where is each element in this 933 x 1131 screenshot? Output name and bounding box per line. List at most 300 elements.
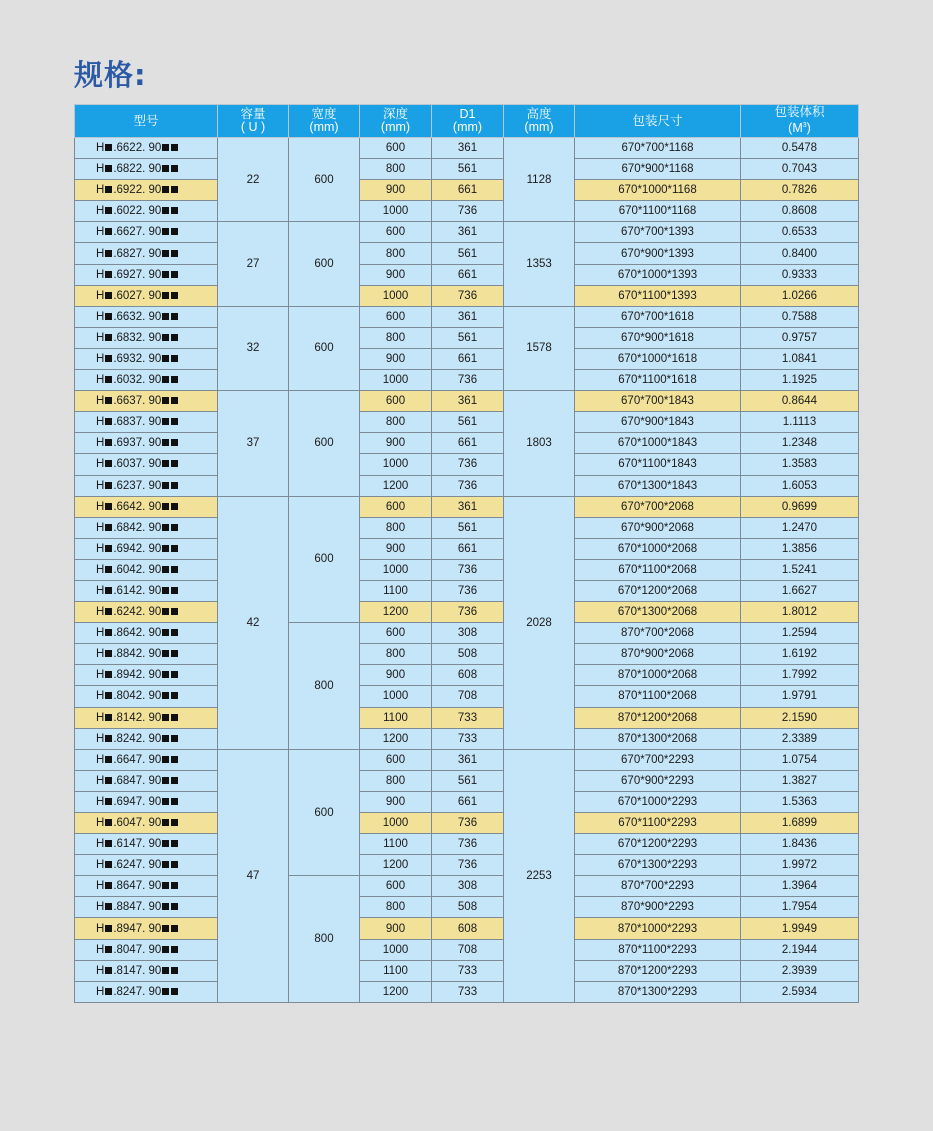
d1-cell: 736	[432, 580, 504, 601]
d1-cell: 661	[432, 264, 504, 285]
d1-cell: 736	[432, 855, 504, 876]
width-cell: 600	[289, 222, 360, 306]
pack-volume-cell: 1.2470	[741, 517, 859, 538]
col-pack-volume-close: )	[806, 121, 811, 136]
col-model	[75, 105, 218, 138]
model-cell	[75, 180, 218, 201]
col-pack-volume	[741, 105, 859, 138]
depth-cell: 800	[360, 644, 432, 665]
model-code: .6042. 90	[113, 563, 162, 576]
placeholder-block-icon	[171, 271, 178, 278]
col-pack-size	[575, 105, 741, 138]
placeholder-block-icon	[105, 334, 112, 341]
placeholder-block-icon	[105, 397, 112, 404]
model-prefix: H	[96, 627, 105, 640]
model-prefix: H	[96, 226, 105, 239]
pack-volume-cell: 1.8012	[741, 602, 859, 623]
table-row	[75, 285, 859, 306]
model-code: .8842. 90	[113, 648, 162, 661]
placeholder-block-icon	[105, 671, 112, 678]
d1-cell: 361	[432, 496, 504, 517]
model-cell	[75, 243, 218, 264]
placeholder-block-icon	[105, 228, 112, 235]
placeholder-block-icon	[171, 334, 178, 341]
placeholder-block-icon	[171, 925, 178, 932]
model-prefix: H	[96, 500, 105, 513]
placeholder-block-icon	[162, 692, 169, 699]
placeholder-block-icon	[171, 650, 178, 657]
table-row	[75, 939, 859, 960]
placeholder-block-icon	[171, 692, 178, 699]
pack-size-cell: 670*700*1393	[575, 222, 741, 243]
placeholder-block-icon	[162, 186, 169, 193]
model-cell	[75, 686, 218, 707]
table-header-row	[75, 105, 859, 138]
depth-cell: 1000	[360, 454, 432, 475]
model-code: .6847. 90	[113, 774, 162, 787]
placeholder-block-icon	[105, 777, 112, 784]
placeholder-block-icon	[162, 861, 169, 868]
model-code: .6242. 90	[113, 606, 162, 619]
placeholder-block-icon	[105, 376, 112, 383]
depth-cell: 900	[360, 665, 432, 686]
depth-cell: 1200	[360, 855, 432, 876]
model-code: .8042. 90	[113, 690, 162, 703]
col-d1-label: D1	[459, 107, 476, 121]
pack-size-cell: 670*1300*2068	[575, 602, 741, 623]
placeholder-block-icon	[162, 608, 169, 615]
table-row	[75, 370, 859, 391]
model-cell	[75, 475, 218, 496]
pack-size-cell: 670*900*1618	[575, 327, 741, 348]
pack-size-cell: 870*1300*2068	[575, 728, 741, 749]
model-code: .6842. 90	[113, 521, 162, 534]
depth-cell: 800	[360, 159, 432, 180]
placeholder-block-icon	[162, 840, 169, 847]
pack-volume-cell: 0.7043	[741, 159, 859, 180]
placeholder-block-icon	[105, 165, 112, 172]
model-code: .6032. 90	[113, 374, 162, 387]
d1-cell: 736	[432, 201, 504, 222]
pack-size-cell: 670*1100*1393	[575, 285, 741, 306]
table-row	[75, 180, 859, 201]
d1-cell: 661	[432, 180, 504, 201]
pack-size-cell: 670*1000*1393	[575, 264, 741, 285]
d1-cell: 361	[432, 306, 504, 327]
model-cell	[75, 960, 218, 981]
placeholder-block-icon	[105, 756, 112, 763]
placeholder-block-icon	[105, 819, 112, 826]
placeholder-block-icon	[105, 714, 112, 721]
placeholder-block-icon	[162, 819, 169, 826]
pack-volume-cell: 1.7992	[741, 665, 859, 686]
model-cell	[75, 580, 218, 601]
pack-volume-cell: 1.2348	[741, 433, 859, 454]
placeholder-block-icon	[162, 144, 169, 151]
model-code: .8142. 90	[113, 711, 162, 724]
placeholder-block-icon	[171, 250, 178, 257]
table-row	[75, 243, 859, 264]
placeholder-block-icon	[162, 756, 169, 763]
model-prefix: H	[96, 563, 105, 576]
model-cell	[75, 665, 218, 686]
placeholder-block-icon	[105, 355, 112, 362]
table-row	[75, 222, 859, 243]
table-row	[75, 454, 859, 475]
model-code: .6822. 90	[113, 163, 162, 176]
placeholder-block-icon	[171, 482, 178, 489]
pack-size-cell: 670*1200*2068	[575, 580, 741, 601]
placeholder-block-icon	[162, 988, 169, 995]
placeholder-block-icon	[105, 735, 112, 742]
d1-cell: 733	[432, 960, 504, 981]
capacity-cell: 42	[218, 496, 289, 749]
d1-cell: 508	[432, 897, 504, 918]
placeholder-block-icon	[171, 397, 178, 404]
placeholder-block-icon	[162, 165, 169, 172]
model-cell	[75, 222, 218, 243]
placeholder-block-icon	[105, 545, 112, 552]
placeholder-block-icon	[105, 946, 112, 953]
pack-size-cell: 670*1000*2068	[575, 538, 741, 559]
model-cell	[75, 749, 218, 770]
width-cell: 600	[289, 391, 360, 496]
d1-cell: 308	[432, 623, 504, 644]
placeholder-block-icon	[162, 503, 169, 510]
d1-cell: 561	[432, 159, 504, 180]
placeholder-block-icon	[171, 165, 178, 172]
model-prefix: H	[96, 458, 105, 471]
table-row	[75, 327, 859, 348]
model-code: .6827. 90	[113, 247, 162, 260]
placeholder-block-icon	[171, 798, 178, 805]
pack-size-cell: 670*700*1618	[575, 306, 741, 327]
pack-size-cell: 670*900*1393	[575, 243, 741, 264]
model-code: .8642. 90	[113, 627, 162, 640]
model-code: .8947. 90	[113, 922, 162, 935]
depth-cell: 800	[360, 327, 432, 348]
pack-size-cell: 670*1000*1618	[575, 348, 741, 369]
model-code: .6632. 90	[113, 310, 162, 323]
pack-size-cell: 670*1100*1618	[575, 370, 741, 391]
pack-size-cell: 870*900*2293	[575, 897, 741, 918]
model-code: .6247. 90	[113, 859, 162, 872]
model-code: .8247. 90	[113, 985, 162, 998]
model-cell	[75, 138, 218, 159]
table-row	[75, 138, 859, 159]
model-prefix: H	[96, 732, 105, 745]
depth-cell: 1200	[360, 981, 432, 1002]
placeholder-block-icon	[171, 735, 178, 742]
width-cell: 800	[289, 876, 360, 1003]
pack-size-cell: 670*700*1843	[575, 391, 741, 412]
placeholder-block-icon	[171, 439, 178, 446]
depth-cell: 1200	[360, 728, 432, 749]
placeholder-block-icon	[105, 503, 112, 510]
placeholder-block-icon	[162, 376, 169, 383]
placeholder-block-icon	[105, 460, 112, 467]
pack-size-cell: 670*1100*1843	[575, 454, 741, 475]
model-cell	[75, 285, 218, 306]
d1-cell: 708	[432, 686, 504, 707]
model-cell	[75, 623, 218, 644]
spec-table	[74, 104, 859, 1003]
model-prefix: H	[96, 289, 105, 302]
pack-volume-cell: 1.3827	[741, 770, 859, 791]
placeholder-block-icon	[105, 988, 112, 995]
placeholder-block-icon	[171, 714, 178, 721]
model-cell	[75, 159, 218, 180]
model-prefix: H	[96, 880, 105, 893]
d1-cell: 361	[432, 749, 504, 770]
model-code: .6027. 90	[113, 289, 162, 302]
model-prefix: H	[96, 669, 105, 682]
d1-cell: 608	[432, 665, 504, 686]
d1-cell: 736	[432, 454, 504, 475]
depth-cell: 1100	[360, 834, 432, 855]
model-prefix: H	[96, 753, 105, 766]
placeholder-block-icon	[162, 798, 169, 805]
pack-size-cell: 870*1100*2068	[575, 686, 741, 707]
placeholder-block-icon	[162, 925, 169, 932]
model-cell	[75, 939, 218, 960]
model-cell	[75, 918, 218, 939]
pack-volume-cell: 2.1944	[741, 939, 859, 960]
depth-cell: 1000	[360, 813, 432, 834]
placeholder-block-icon	[171, 903, 178, 910]
model-cell	[75, 897, 218, 918]
pack-volume-cell: 1.6899	[741, 813, 859, 834]
model-cell	[75, 433, 218, 454]
table-row	[75, 348, 859, 369]
pack-volume-cell: 1.0754	[741, 749, 859, 770]
col-d1	[432, 105, 504, 138]
d1-cell: 736	[432, 813, 504, 834]
d1-cell: 733	[432, 728, 504, 749]
pack-size-cell: 670*900*2293	[575, 770, 741, 791]
placeholder-block-icon	[162, 228, 169, 235]
model-code: .8647. 90	[113, 880, 162, 893]
pack-volume-cell: 1.1113	[741, 412, 859, 433]
pack-size-cell: 670*1200*2293	[575, 834, 741, 855]
pack-size-cell: 870*900*2068	[575, 644, 741, 665]
table-row	[75, 834, 859, 855]
placeholder-block-icon	[171, 967, 178, 974]
table-row	[75, 201, 859, 222]
col-width	[289, 105, 360, 138]
placeholder-block-icon	[171, 376, 178, 383]
model-code: .6647. 90	[113, 753, 162, 766]
model-prefix: H	[96, 943, 105, 956]
model-code: .6147. 90	[113, 838, 162, 851]
placeholder-block-icon	[171, 313, 178, 320]
d1-cell: 561	[432, 327, 504, 348]
pack-size-cell: 870*1300*2293	[575, 981, 741, 1002]
d1-cell: 608	[432, 918, 504, 939]
table-row	[75, 728, 859, 749]
placeholder-block-icon	[105, 925, 112, 932]
d1-cell: 736	[432, 559, 504, 580]
model-code: .8047. 90	[113, 943, 162, 956]
table-row	[75, 918, 859, 939]
depth-cell: 600	[360, 623, 432, 644]
depth-cell: 1000	[360, 686, 432, 707]
depth-cell: 1000	[360, 370, 432, 391]
placeholder-block-icon	[105, 629, 112, 636]
model-cell	[75, 791, 218, 812]
placeholder-block-icon	[162, 566, 169, 573]
model-cell	[75, 412, 218, 433]
d1-cell: 708	[432, 939, 504, 960]
col-height	[504, 105, 575, 138]
pack-volume-cell: 0.9757	[741, 327, 859, 348]
model-cell	[75, 391, 218, 412]
model-prefix: H	[96, 184, 105, 197]
placeholder-block-icon	[171, 228, 178, 235]
depth-cell: 800	[360, 243, 432, 264]
placeholder-block-icon	[162, 292, 169, 299]
d1-cell: 308	[432, 876, 504, 897]
pack-volume-cell: 1.9972	[741, 855, 859, 876]
placeholder-block-icon	[162, 418, 169, 425]
placeholder-block-icon	[171, 882, 178, 889]
placeholder-block-icon	[162, 334, 169, 341]
col-pack-volume-exp: 3	[802, 122, 807, 130]
placeholder-block-icon	[171, 355, 178, 362]
d1-cell: 361	[432, 138, 504, 159]
model-code: .6927. 90	[113, 268, 162, 281]
model-prefix: H	[96, 690, 105, 703]
model-code: .6932. 90	[113, 352, 162, 365]
depth-cell: 900	[360, 791, 432, 812]
pack-volume-cell: 2.5934	[741, 981, 859, 1002]
placeholder-block-icon	[162, 207, 169, 214]
depth-cell: 1200	[360, 475, 432, 496]
d1-cell: 661	[432, 791, 504, 812]
table-row	[75, 960, 859, 981]
capacity-cell: 47	[218, 749, 289, 1002]
model-cell	[75, 728, 218, 749]
table-row	[75, 517, 859, 538]
model-cell	[75, 327, 218, 348]
placeholder-block-icon	[105, 882, 112, 889]
height-cell: 1578	[504, 306, 575, 390]
placeholder-block-icon	[171, 566, 178, 573]
placeholder-block-icon	[162, 439, 169, 446]
table-row	[75, 876, 859, 897]
depth-cell: 600	[360, 391, 432, 412]
table-row	[75, 580, 859, 601]
model-prefix: H	[96, 795, 105, 808]
model-prefix: H	[96, 331, 105, 344]
placeholder-block-icon	[105, 313, 112, 320]
placeholder-block-icon	[171, 946, 178, 953]
depth-cell: 900	[360, 918, 432, 939]
pack-size-cell: 670*1000*2293	[575, 791, 741, 812]
model-prefix: H	[96, 163, 105, 176]
height-cell: 1803	[504, 391, 575, 496]
model-code: .6922. 90	[113, 184, 162, 197]
placeholder-block-icon	[105, 292, 112, 299]
pack-volume-cell: 1.6192	[741, 644, 859, 665]
placeholder-block-icon	[162, 250, 169, 257]
placeholder-block-icon	[162, 482, 169, 489]
placeholder-block-icon	[105, 271, 112, 278]
pack-volume-cell: 1.9949	[741, 918, 859, 939]
height-cell: 2028	[504, 496, 575, 749]
placeholder-block-icon	[162, 355, 169, 362]
placeholder-block-icon	[105, 207, 112, 214]
model-prefix: H	[96, 268, 105, 281]
model-prefix: H	[96, 542, 105, 555]
model-cell	[75, 770, 218, 791]
pack-size-cell: 670*1300*1843	[575, 475, 741, 496]
capacity-cell: 27	[218, 222, 289, 306]
model-code: .8942. 90	[113, 669, 162, 682]
pack-size-cell: 870*700*2068	[575, 623, 741, 644]
placeholder-block-icon	[105, 840, 112, 847]
model-code: .8147. 90	[113, 964, 162, 977]
model-code: .6637. 90	[113, 395, 162, 408]
placeholder-block-icon	[171, 608, 178, 615]
model-code: .6942. 90	[113, 542, 162, 555]
placeholder-block-icon	[162, 629, 169, 636]
placeholder-block-icon	[162, 903, 169, 910]
placeholder-block-icon	[105, 482, 112, 489]
pack-volume-cell: 2.3939	[741, 960, 859, 981]
d1-cell: 736	[432, 475, 504, 496]
placeholder-block-icon	[171, 460, 178, 467]
model-prefix: H	[96, 416, 105, 429]
d1-cell: 661	[432, 433, 504, 454]
d1-cell: 661	[432, 348, 504, 369]
height-cell: 1128	[504, 138, 575, 222]
model-cell	[75, 602, 218, 623]
width-cell: 800	[289, 623, 360, 750]
pack-size-cell: 870*1100*2293	[575, 939, 741, 960]
pack-volume-cell: 1.6627	[741, 580, 859, 601]
table-row	[75, 749, 859, 770]
pack-volume-cell: 1.5363	[741, 791, 859, 812]
depth-cell: 1000	[360, 939, 432, 960]
height-cell: 1353	[504, 222, 575, 306]
table-row	[75, 559, 859, 580]
placeholder-block-icon	[171, 186, 178, 193]
pack-volume-cell: 0.9333	[741, 264, 859, 285]
pack-volume-cell: 1.2594	[741, 623, 859, 644]
model-prefix: H	[96, 521, 105, 534]
model-prefix: H	[96, 585, 105, 598]
model-code: .8847. 90	[113, 901, 162, 914]
page-title: 规格:	[74, 58, 147, 92]
table-row	[75, 391, 859, 412]
placeholder-block-icon	[105, 439, 112, 446]
width-cell: 600	[289, 138, 360, 222]
pack-volume-cell: 2.1590	[741, 707, 859, 728]
model-prefix: H	[96, 648, 105, 661]
depth-cell: 1100	[360, 580, 432, 601]
model-code: .6237. 90	[113, 479, 162, 492]
placeholder-block-icon	[105, 608, 112, 615]
model-code: .6837. 90	[113, 416, 162, 429]
depth-cell: 1100	[360, 707, 432, 728]
model-cell	[75, 538, 218, 559]
model-prefix: H	[96, 479, 105, 492]
d1-cell: 736	[432, 834, 504, 855]
col-pack-volume-unit: (M	[788, 121, 803, 136]
placeholder-block-icon	[105, 692, 112, 699]
capacity-cell: 22	[218, 138, 289, 222]
